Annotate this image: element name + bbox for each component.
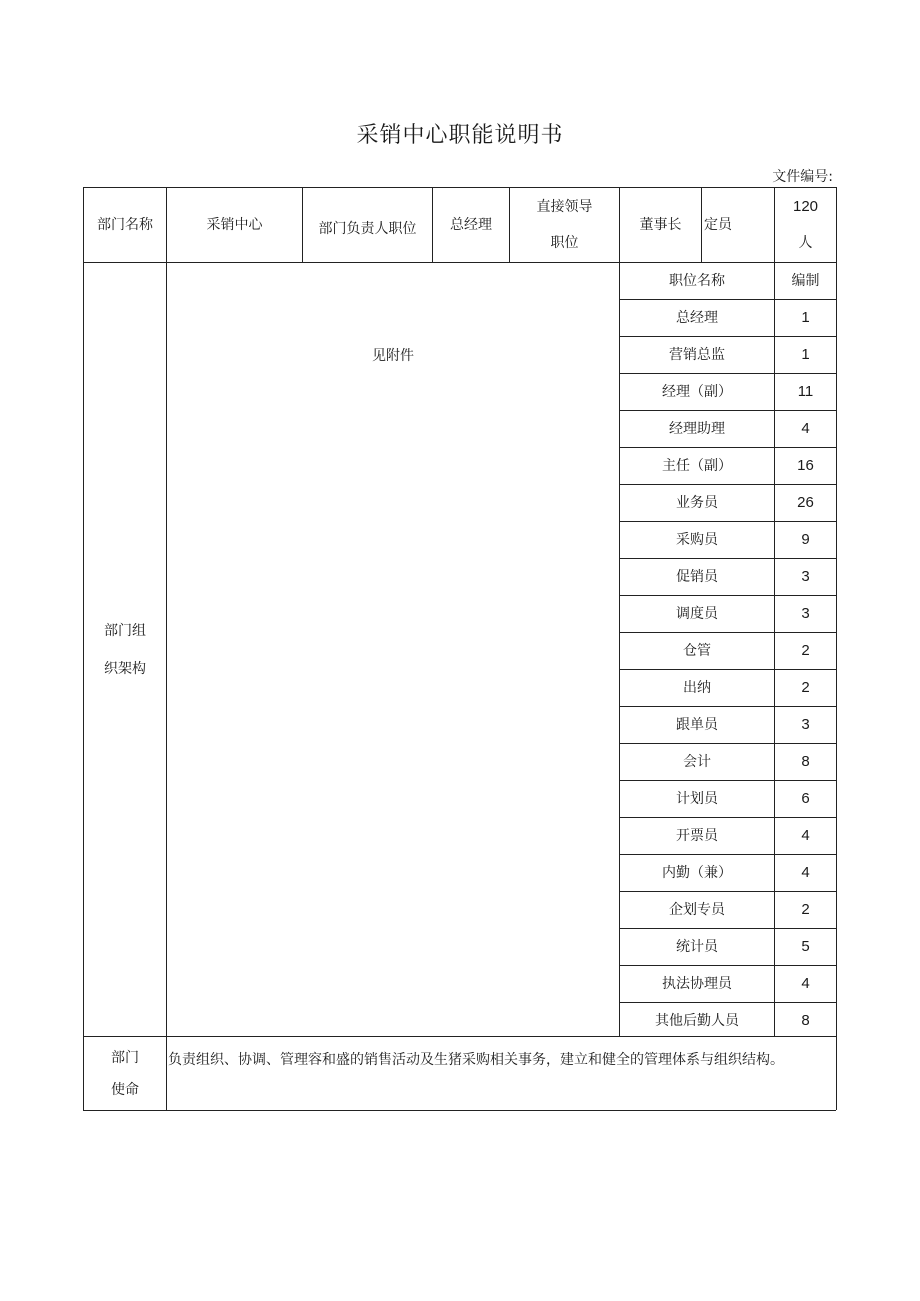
mission-label-line-2: 使命 <box>111 1081 139 1098</box>
org-label-line-2: 织架构 <box>104 661 146 677</box>
quota-cell: 1 <box>801 346 810 363</box>
superior-label-line-2: 职位 <box>550 235 579 251</box>
quota-cell: 4 <box>801 975 810 992</box>
position-column-header: 职位名称 <box>669 273 725 289</box>
head-position-value: 总经理 <box>450 217 492 233</box>
position-name-cell: 采购员 <box>676 532 718 548</box>
position-name-cell: 仓管 <box>683 643 711 659</box>
position-name-cell: 经理助理 <box>669 421 725 437</box>
mission-label <box>84 1037 166 1110</box>
position-name-cell: 总经理 <box>676 310 718 326</box>
position-name-cell: 内勤（兼） <box>662 865 732 881</box>
quota-cell: 2 <box>801 642 810 659</box>
org-structure-label <box>84 612 166 688</box>
quota-cell: 16 <box>797 457 814 474</box>
position-name-cell: 业务员 <box>676 495 718 511</box>
position-name-cell: 出纳 <box>683 680 711 696</box>
superior-position-value: 董事长 <box>639 217 682 233</box>
position-name-cell: 执法协理员 <box>662 976 732 992</box>
headcount-label: 定员 <box>704 217 732 233</box>
superior-position-label <box>510 188 619 262</box>
document-number-label: 文件编号: <box>772 169 833 185</box>
quota-cell: 3 <box>801 716 810 733</box>
quota-cell: 1 <box>801 309 810 326</box>
quota-cell: 9 <box>801 531 810 548</box>
quota-cell: 8 <box>801 1012 810 1029</box>
quota-cell: 8 <box>801 753 810 770</box>
quota-column-header: 编制 <box>791 273 820 289</box>
position-name-cell: 营销总监 <box>669 347 725 363</box>
mission-text: 负责组织、协调、管理容和盛的销售活动及生猪采购相关事务，建立和健全的管理体系与组织结构。 <box>168 1052 784 1068</box>
position-name-cell: 跟单员 <box>676 717 718 733</box>
dept-name-label: 部门名称 <box>97 217 153 233</box>
position-name-cell: 计划员 <box>676 791 718 807</box>
quota-cell: 26 <box>797 494 814 511</box>
head-position-label: 部门负责人职位 <box>318 221 417 237</box>
quota-cell: 3 <box>801 605 810 622</box>
page-title: 采销中心职能说明书 <box>356 123 564 148</box>
org-chart-placeholder: 见附件 <box>372 347 414 364</box>
quota-cell: 4 <box>801 827 810 844</box>
superior-label-line-1: 直接领导 <box>536 199 593 215</box>
position-name-cell: 开票员 <box>676 828 718 844</box>
headcount-number: 120 <box>792 198 819 215</box>
position-name-cell: 会计 <box>683 754 711 770</box>
position-name-cell: 促销员 <box>676 569 718 585</box>
org-label-line-1: 部门组 <box>104 623 146 639</box>
position-name-cell: 主任（副） <box>662 458 732 474</box>
dept-name-value: 采销中心 <box>206 217 263 233</box>
mission-label-line-1: 部门 <box>111 1049 139 1066</box>
position-name-cell: 企划专员 <box>669 902 725 918</box>
quota-cell: 11 <box>797 383 814 400</box>
quota-cell: 2 <box>801 901 810 918</box>
quota-cell: 5 <box>801 938 810 955</box>
headcount-value <box>775 188 836 262</box>
quota-cell: 4 <box>801 864 810 881</box>
quota-cell: 3 <box>801 568 810 585</box>
position-name-cell: 调度员 <box>676 606 718 622</box>
headcount-unit: 人 <box>798 235 813 251</box>
quota-cell: 6 <box>801 790 810 807</box>
quota-cell: 4 <box>801 420 810 437</box>
quota-cell: 2 <box>801 679 810 696</box>
position-name-cell: 其他后勤人员 <box>655 1013 739 1029</box>
position-name-cell: 统计员 <box>676 939 718 955</box>
position-name-cell: 经理（副） <box>662 384 732 400</box>
